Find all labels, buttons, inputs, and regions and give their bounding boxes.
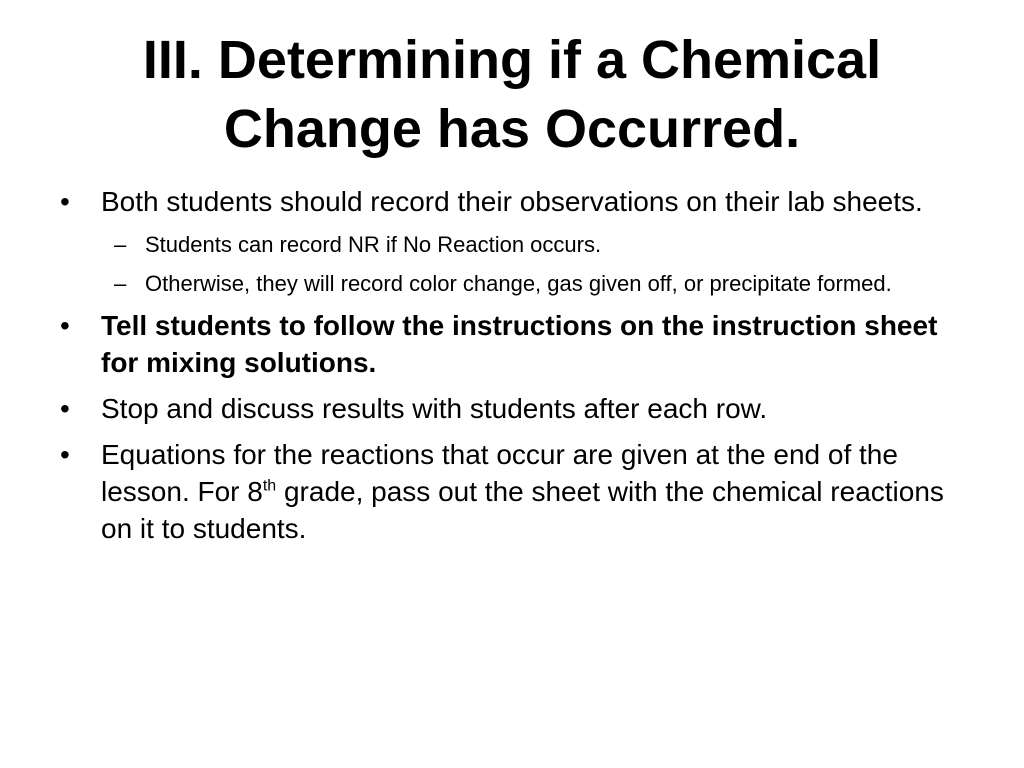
sub-bullet-list xyxy=(60,229,960,299)
sub-bullet-mark: – xyxy=(114,271,127,296)
bullet-item xyxy=(60,436,960,547)
bullet-text: Stop and discuss results with students after each row. xyxy=(101,393,768,424)
bullet-item xyxy=(60,183,960,220)
bullet-item xyxy=(60,307,960,381)
sub-bullet-item xyxy=(60,268,960,299)
ordinal-superscript: th xyxy=(262,477,277,495)
slide-title-line-2: Change has Occurred. xyxy=(223,99,801,159)
bullet-mark: • xyxy=(60,186,70,217)
sub-bullet-mark: – xyxy=(114,232,127,257)
sub-bullet-text: Students can record NR if No Reaction occurs. xyxy=(145,232,602,257)
slide-title-line-1: III. Determining if a Chemical xyxy=(142,30,882,90)
bullet-text: Tell students to follow the instructions on the instruction sheet for mixing solutions. xyxy=(101,310,938,378)
bullet-mark: • xyxy=(60,393,70,424)
bullet-text: Both students should record their observations on their lab sheets. xyxy=(101,186,923,217)
bullet-mark: • xyxy=(60,310,70,341)
sub-bullet-item xyxy=(60,229,960,260)
slide-title xyxy=(40,26,984,164)
sub-bullet-text: Otherwise, they will record color change, gas given off, or precipitate formed. xyxy=(145,271,892,296)
slide-body xyxy=(60,183,960,556)
bullet-text-part: grade, pass out the sheet with the chemical reactions on it to students. xyxy=(101,476,944,544)
bullet-text xyxy=(101,439,944,544)
bullet-mark: • xyxy=(60,439,70,470)
bullet-text-part: Equations for the reactions that occur are given at the end of the lesson. For 8 xyxy=(101,439,898,507)
bullet-item xyxy=(60,390,960,427)
